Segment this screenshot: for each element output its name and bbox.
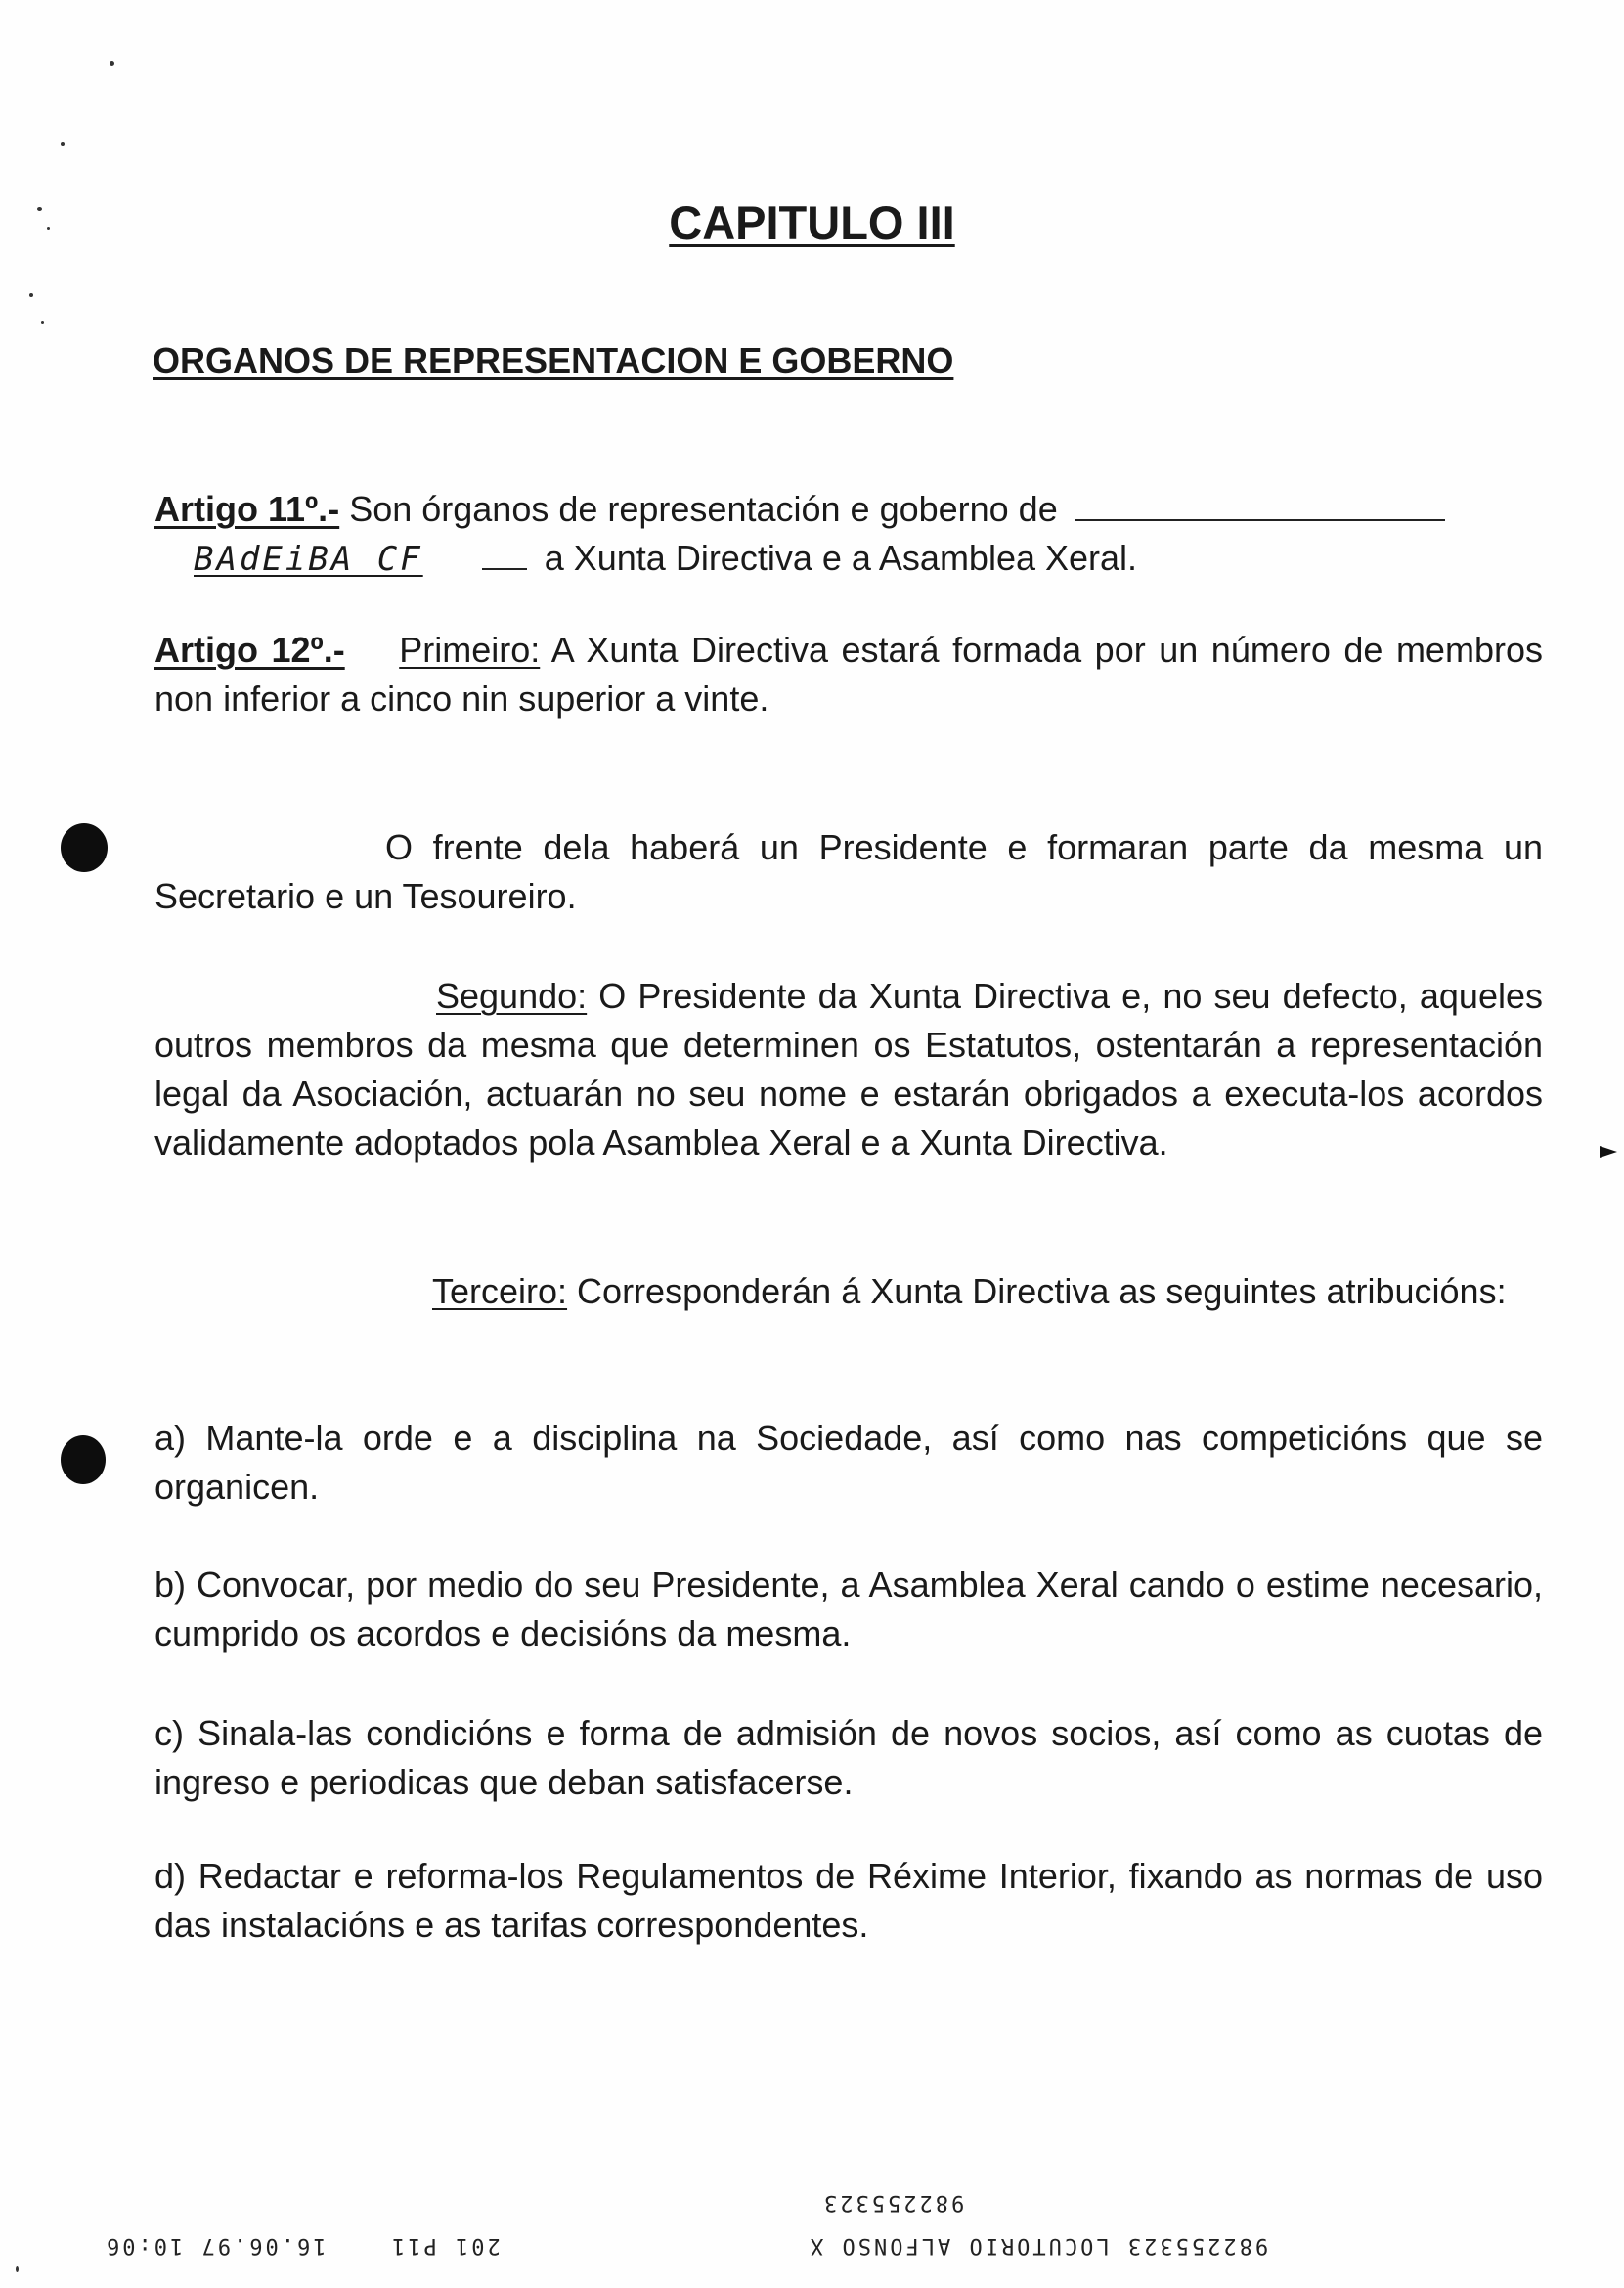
article-12-primeiro: [154, 626, 1543, 724]
list-item-text: d) Redactar e reforma-los Regulamentos de Réxime Interior, fixando as normas de uso das instalacións e as tarifas correspondentes.: [154, 1856, 1543, 1945]
handwritten-club-name: BAdEiBA CF: [194, 540, 423, 579]
primeiro-text: A Xunta Directiva estará formada por un número de membros non inferior a cinco nin superior a vinte.: [154, 630, 1543, 719]
list-item-b: [154, 1561, 1543, 1658]
margin-arrow-mark: [1600, 1146, 1617, 1158]
fill-blank-line: [482, 567, 527, 570]
binder-hole-mark: [61, 823, 108, 872]
article-11-label: Artigo 11º.-: [154, 489, 340, 529]
fax-page-number: 201 P11: [389, 2233, 501, 2258]
speck: [41, 321, 44, 324]
segundo-label: Segundo:: [436, 976, 588, 1016]
list-item-d: [154, 1852, 1543, 1950]
speck: [16, 2266, 19, 2272]
segundo-text: O Presidente da Xunta Directiva e, no seu defecto, aqueles outros membros da mesma que determinen os Estatutos, ostentarán a representación legal da Asociación, actuarán no seu nome e estarán obrigados a executa-los acordos validamente adoptados pola Asamblea Xeral e a Xunta Directiva.: [154, 976, 1543, 1163]
list-item-text: b) Convocar, por medio do seu Presidente, a Asamblea Xeral cando o estime necesario, cumprido os acordos e decisións da mesma.: [154, 1564, 1543, 1653]
article-11-text-continued: a Xunta Directiva e a Asamblea Xeral.: [544, 538, 1138, 578]
fax-sender: 982255323 LOCUTORIO ALFONSO X: [808, 2233, 1269, 2258]
list-item-a: [154, 1414, 1543, 1512]
list-item-text: c) Sinala-las condicións e forma de admisión de novos socios, así como as cuotas de ingreso e periodicas que deban satisfacerse.: [154, 1713, 1543, 1802]
terceiro-label: Terceiro:: [432, 1271, 568, 1311]
paragraph-frente: [154, 823, 1543, 921]
article-11-text: Son órganos de representación e goberno de: [339, 489, 1058, 529]
terceiro-text: Corresponderán á Xunta Directiva as seguintes atribucións:: [567, 1271, 1507, 1311]
paragraph-terceiro: [154, 1267, 1543, 1316]
chapter-title: CAPITULO III: [669, 197, 955, 248]
speck: [61, 142, 65, 146]
paragraph-segundo: [154, 972, 1543, 1167]
speck: [110, 61, 114, 66]
primeiro-label: Primeiro:: [399, 630, 541, 670]
frente-text: O frente dela haberá un Presidente e formaran parte da mesma un Secretario e un Tesoureiro.: [154, 827, 1543, 916]
section-heading: ORGANOS DE REPRESENTACION E GOBERNO: [153, 340, 954, 380]
binder-hole-mark: [61, 1435, 106, 1484]
fill-blank-line: [1075, 518, 1445, 521]
article-11: [154, 485, 1543, 584]
list-item-text: a) Mante-la orde e a disciplina na Sociedade, así como nas competicións que se organicen.: [154, 1418, 1543, 1507]
fax-number-top: 982255323: [821, 2190, 965, 2215]
fax-datetime: 16.06.97 10:06: [104, 2233, 327, 2258]
speck: [29, 293, 33, 297]
article-12-label: Artigo 12º.-: [154, 630, 345, 670]
list-item-c: [154, 1709, 1543, 1807]
